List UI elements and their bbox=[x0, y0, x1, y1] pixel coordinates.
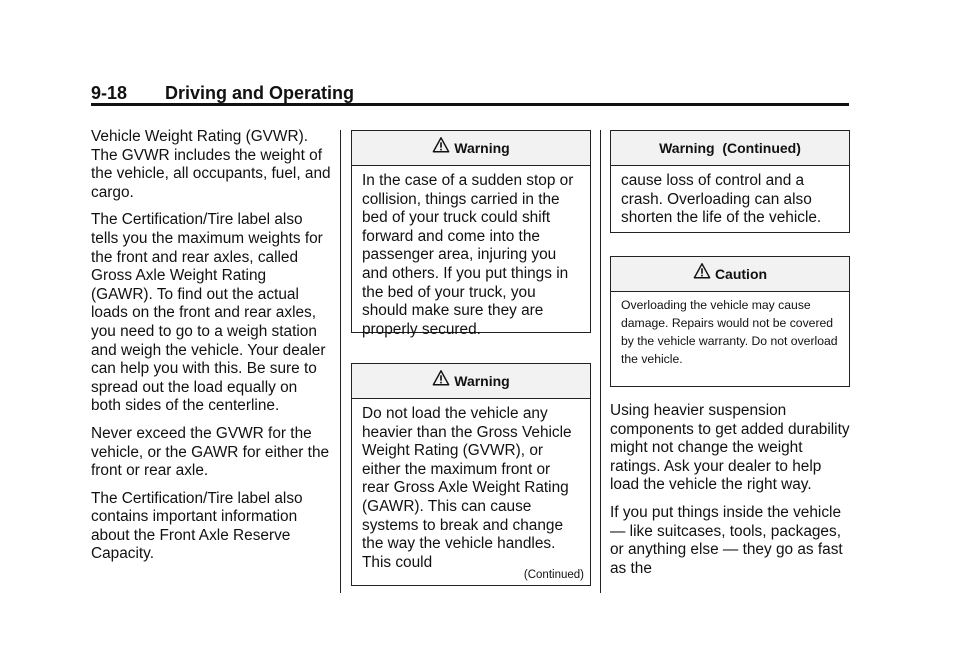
warning-triangle-icon bbox=[432, 369, 450, 387]
paragraph: If you put things inside the vehicle — like suitcases, tools, packages, or anything else — they go as fast as the bbox=[610, 503, 843, 577]
paragraph: Never exceed the GVWR for the vehicle, or the GAWR for either the front or rear axle. bbox=[91, 424, 330, 480]
caution-title: Caution bbox=[714, 266, 768, 282]
warning-header bbox=[352, 364, 590, 399]
paragraph: Vehicle Weight Rating (GVWR). The GVWR includes the weight of the vehicle, all occupants, fuel, and cargo. bbox=[91, 128, 331, 201]
section-title: Driving and Operating bbox=[165, 83, 355, 103]
caution-text: Overloading the vehicle may cause damage. Repairs would not be covered by the vehicle warranty. Do not overload the vehicle. bbox=[621, 298, 838, 366]
header-rule bbox=[91, 103, 849, 106]
caution-header bbox=[611, 257, 849, 292]
paragraph: Using heavier suspension components to get added durability might not change the weight ratings. Ask your dealer to help load the vehicle the right way. bbox=[610, 402, 850, 494]
page-number: 9-18 bbox=[91, 83, 128, 103]
warning-triangle-icon bbox=[693, 262, 711, 280]
caution-box bbox=[610, 256, 850, 387]
warning-header bbox=[611, 131, 849, 166]
warning-title: Warning (Continued) bbox=[659, 140, 801, 156]
column-3 bbox=[610, 402, 850, 587]
warning-header bbox=[352, 131, 590, 166]
warning-box bbox=[351, 130, 591, 338]
warning-title: Warning bbox=[454, 373, 510, 389]
column-1 bbox=[91, 128, 331, 573]
warning-triangle-icon bbox=[432, 136, 450, 154]
warning-text: In the case of a sudden stop or collision, things carried in the bed of your truck could shift forward and come into the passenger area, injuring you and others. If you put things in the bed of your truck, you should make sure they are properly secured. bbox=[362, 172, 574, 338]
column-divider bbox=[340, 130, 341, 593]
warning-title: Warning bbox=[454, 140, 510, 156]
paragraph: The Certification/Tire label also tells you the maximum weights for the front and rear axles, called Gross Axle Weight Rating (GAWR). To find out the actual loads on the front and rear axles, you need to go to a weigh station and weigh the vehicle. Your dealer can help you with this. Be sure to spread out the load equally on both sides of the centerline. bbox=[91, 211, 326, 415]
paragraph: The Certification/Tire label also contains important information about the Front Axle Reserve Capacity. bbox=[91, 489, 303, 563]
continued-label: (Continued) bbox=[523, 569, 584, 581]
warning-box bbox=[351, 363, 591, 586]
warning-continued-box bbox=[610, 130, 850, 233]
column-divider bbox=[600, 130, 601, 593]
warning-text: Do not load the vehicle any heavier than the Gross Vehicle Weight Rating (GVWR), or either the maximum front or rear Gross Axle Weight Rating (GAWR). This can cause systems to break and change the way the vehicle handles. This could bbox=[362, 405, 572, 571]
warning-text: cause loss of control and a crash. Overloading can also shorten the life of the vehicle. bbox=[621, 172, 822, 227]
